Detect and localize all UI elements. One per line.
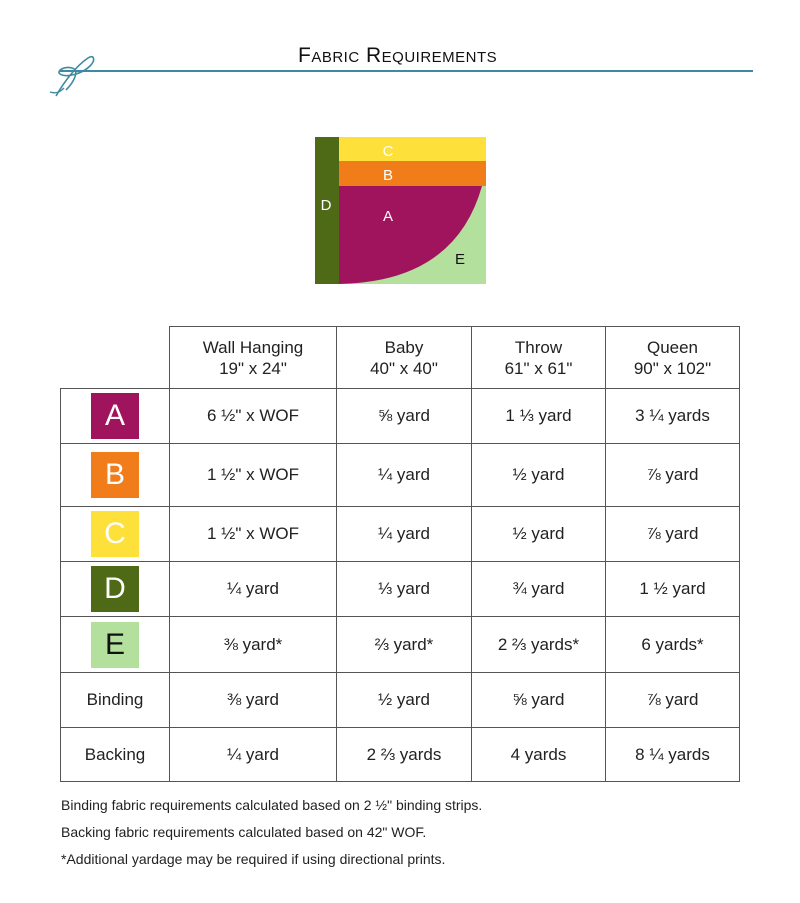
table-cell: ⅜ yard — [170, 673, 337, 728]
table-cell: 1 ½" x WOF — [170, 444, 337, 507]
diagram-region-b — [339, 161, 486, 186]
header-rule — [60, 70, 753, 72]
fabric-requirements-table — [60, 326, 740, 782]
column-header-baby — [337, 327, 472, 389]
fabric-swatch-c: C — [91, 511, 139, 557]
row-label-cell — [61, 562, 170, 617]
table-cell: 3 ¼ yards — [606, 389, 740, 444]
table-cell: 1 ½ yard — [606, 562, 740, 617]
table-cell: ½ yard — [472, 444, 606, 507]
table-header-row — [61, 327, 740, 389]
table-cell: ⅜ yard* — [170, 617, 337, 673]
column-name: Queen — [646, 337, 699, 357]
table-cell: ¼ yard — [337, 507, 472, 562]
footnote-backing: Backing fabric requirements calculated based on 42" WOF. — [61, 824, 427, 840]
table-cell: ¼ yard — [337, 444, 472, 507]
diagram-label-a: A — [382, 208, 394, 225]
table-cell: ⅞ yard — [606, 444, 740, 507]
diagram-region-c — [339, 137, 486, 161]
table-cell: 1 ⅓ yard — [472, 389, 606, 444]
table-row-binding — [61, 673, 740, 728]
table-cell: ¾ yard — [472, 562, 606, 617]
table-row-backing — [61, 728, 740, 782]
table-cell: ⅓ yard — [337, 562, 472, 617]
table-cell: 2 ⅔ yards — [337, 728, 472, 782]
page-title: Fabric Requirements — [298, 44, 498, 67]
table-cell: 6 yards* — [606, 617, 740, 673]
fabric-swatch-a: A — [91, 393, 139, 439]
table-cell: ⅝ yard — [472, 673, 606, 728]
column-name: Wall Hanging — [202, 337, 304, 357]
table-cell: 1 ½" x WOF — [170, 507, 337, 562]
row-label-binding: Binding — [61, 673, 170, 728]
table-cell: 2 ⅔ yards* — [472, 617, 606, 673]
quilt-block-diagram — [315, 137, 486, 284]
table-row-c — [61, 507, 740, 562]
diagram-label-c: C — [382, 143, 394, 160]
table-row-e — [61, 617, 740, 673]
column-header-queen — [606, 327, 740, 389]
row-label-cell — [61, 389, 170, 444]
diagram-label-e: E — [454, 251, 466, 268]
column-size: 61" x 61" — [504, 358, 573, 378]
footnote-binding: Binding fabric requirements calculated based on 2 ½" binding strips. — [61, 797, 483, 813]
column-size: 90" x 102" — [633, 358, 712, 378]
table-cell: ⅝ yard — [337, 389, 472, 444]
table-row-a — [61, 389, 740, 444]
table-row-b — [61, 444, 740, 507]
table-cell: ½ yard — [337, 673, 472, 728]
table-cell: 8 ¼ yards — [606, 728, 740, 782]
brand-logo-icon — [46, 52, 102, 100]
fabric-swatch-e: E — [91, 622, 139, 668]
table-cell: ½ yard — [472, 507, 606, 562]
column-name: Baby — [384, 337, 424, 357]
table-corner-cell — [61, 327, 170, 389]
column-header-throw — [472, 327, 606, 389]
row-label-cell — [61, 444, 170, 507]
column-header-wall-hanging — [170, 327, 337, 389]
column-size: 40" x 40" — [370, 358, 438, 378]
table-cell: ⅞ yard — [606, 507, 740, 562]
table-row-d — [61, 562, 740, 617]
diagram-label-b: B — [382, 167, 394, 184]
fabric-swatch-b: B — [91, 452, 139, 498]
table-cell: 6 ½" x WOF — [170, 389, 337, 444]
column-name: Throw — [514, 337, 563, 357]
table-cell: ¼ yard — [170, 728, 337, 782]
fabric-swatch-d: D — [91, 566, 139, 612]
table-cell: 4 yards — [472, 728, 606, 782]
row-label-cell — [61, 617, 170, 673]
diagram-label-d: D — [320, 197, 332, 214]
table-cell: ⅔ yard* — [337, 617, 472, 673]
row-label-backing: Backing — [61, 728, 170, 782]
footnote-directional: *Additional yardage may be required if using directional prints. — [61, 851, 446, 867]
column-size: 19" x 24" — [219, 358, 287, 378]
row-label-cell — [61, 507, 170, 562]
footnotes — [61, 792, 482, 873]
table-cell: ⅞ yard — [606, 673, 740, 728]
table-cell: ¼ yard — [170, 562, 337, 617]
